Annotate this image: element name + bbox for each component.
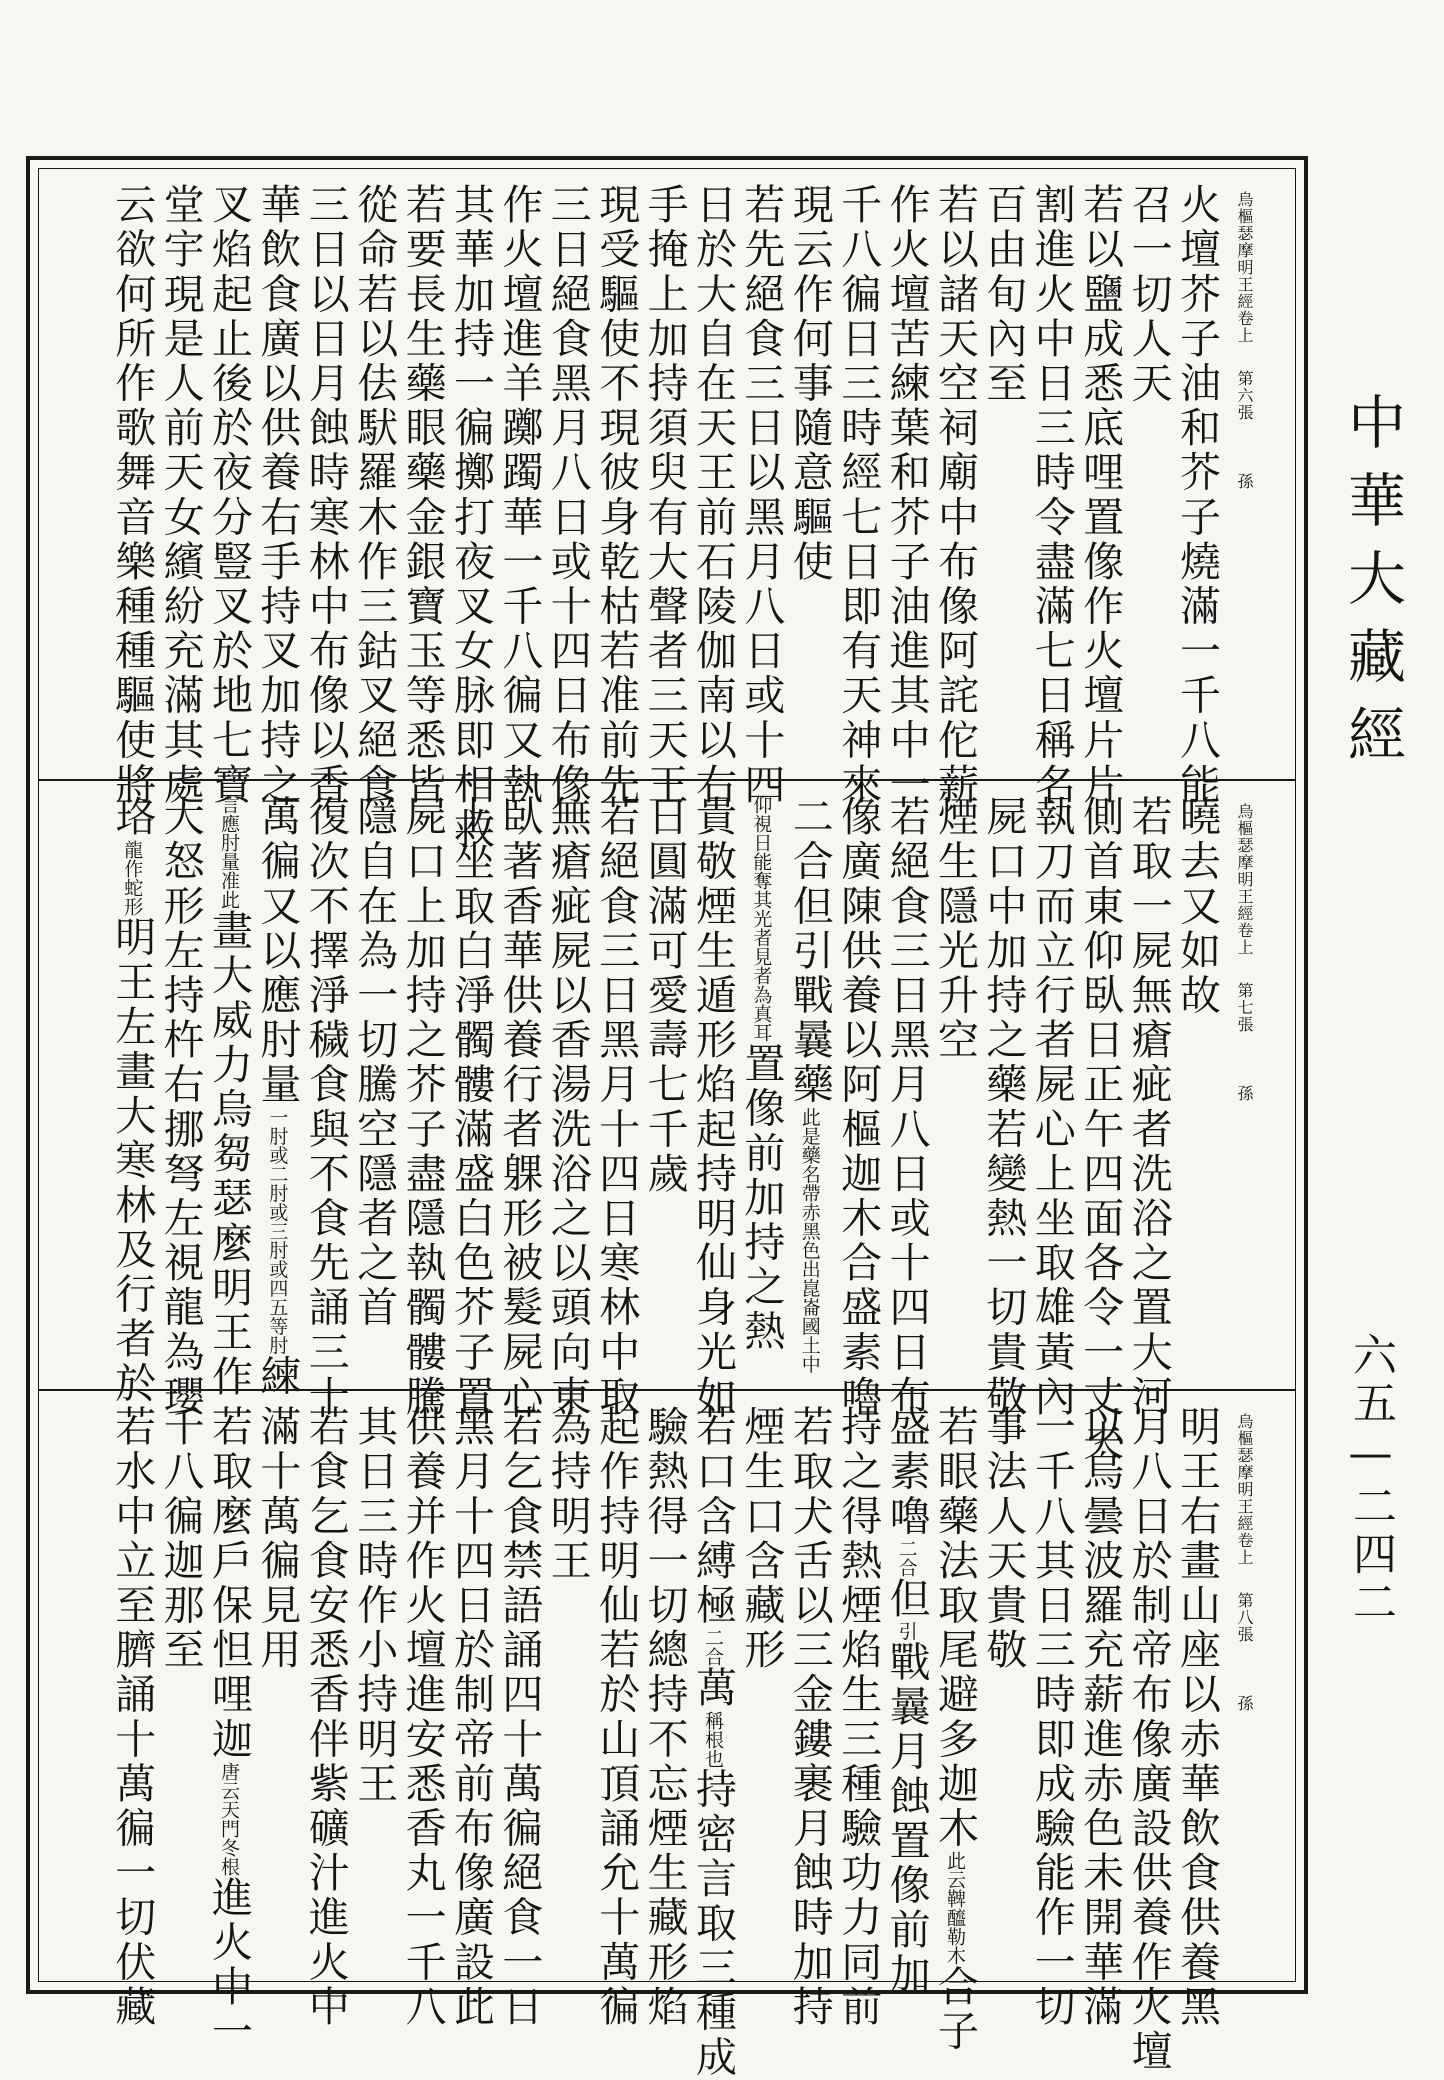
panel-3: [39, 1389, 1295, 2080]
text-column: 三日以日月蝕時寒林中布像以香: [301, 183, 350, 808]
text-column: 煙生隱光升空: [931, 795, 979, 1063]
header-page: 第六張: [1235, 370, 1254, 421]
annotation: 龍作蛇形: [121, 839, 144, 916]
text-column: 持之得熱煙焰生三種驗功力同前: [834, 1405, 883, 2030]
text-column: 若以鹽成悉底哩置像作火壇片片: [1076, 183, 1125, 808]
text-column: 復次不擇淨穢食與不食先誦三十: [301, 795, 350, 1420]
text-column: 若取一屍無瘡疵者洗浴之置大河: [1124, 795, 1173, 1420]
text-column: 召一切人天: [1124, 183, 1173, 406]
text-column: 黑月十四日於制帝前布像廣設此: [447, 1405, 495, 2030]
text-column: 若食乞食安悉香伴紫礦汁進火中: [301, 1405, 350, 2030]
text-column: 為持明王: [543, 1405, 592, 1584]
panel-header: [1229, 1413, 1259, 1712]
annotation: 唐云天門冬根: [218, 1761, 240, 1876]
text-column: 若口含縛極二合萬稱根也持密言取三種成: [689, 1405, 737, 2080]
text-column: 若以諸天空祠廟中布像阿詫佗薪: [931, 183, 979, 808]
text-column: 火壇芥子油和芥子燒滿一千八能: [1173, 183, 1221, 808]
text-column: 曉去又如故: [1173, 795, 1221, 1018]
text-column: 臥著香華供養行者躶形被髮屍心: [495, 795, 544, 1420]
text-column: 百由旬內至: [979, 183, 1028, 406]
text-column: 像廣陳供養以阿樞迦木合盛素嚕: [834, 795, 883, 1420]
header-mark: 孫: [1235, 473, 1254, 490]
text-column: 供養并作火壇進安悉香丸一千八: [398, 1405, 447, 2030]
panel-2: [39, 779, 1295, 1464]
text-column: 若絕食三日黑月十四日寒林中取: [592, 795, 641, 1420]
page-frame: [26, 156, 1308, 2080]
text-column: 側首東仰臥日正午四面各令一丈夫: [1076, 795, 1125, 1464]
text-column: 盛素嚕二合但引戰曩月蝕置像前加: [882, 1405, 931, 1998]
text-column: 起作持明仙若於山頂誦允十萬徧: [592, 1405, 641, 2030]
text-column: 言應肘量准此畫大威力烏芻瑟麼明王作: [205, 795, 253, 1400]
text-column: 貴敬煙生遁形焰起持明仙身光如: [689, 795, 737, 1420]
text-column: 若要長生藥眼藥金銀寶玉等悉皆: [398, 183, 447, 808]
annotation: 言應肘量准此: [218, 795, 240, 909]
text-column: 日圓滿可愛壽七千歲: [640, 795, 689, 1197]
panel-header: [1229, 803, 1259, 1102]
annotation: 二合: [895, 1538, 918, 1577]
text-column: 若取犬舌以三金鏤裹月蝕時加持: [785, 1405, 834, 2030]
text-column: 以烏曇波羅充薪進赤色未開華滿: [1076, 1405, 1125, 2030]
text-column: 無瘡疵屍以香湯洗浴之以頭向東: [543, 795, 592, 1420]
annotation: 二合: [702, 1628, 724, 1666]
text-column: 千八徧日三時經七日即有天神來: [834, 183, 883, 808]
text-column: 上坐取白淨髑髏滿盛白色芥子置: [447, 795, 495, 1420]
header-page: 第七張: [1235, 982, 1254, 1033]
header-title: 烏樞瑟摩明王經卷上: [1235, 803, 1254, 956]
text-column: 若先絕食三日以黑月八日或十四: [737, 183, 786, 808]
text-column: 二合但引戰曩藥此是藥名帶赤黑色出崑崙國土中: [785, 795, 834, 1374]
header-title: 烏樞瑟摩明王經卷上: [1235, 1413, 1254, 1566]
text-column: 一千八其日三時即成驗能作一切: [1027, 1405, 1076, 2030]
annotation: 仰視日能奪其光者見者為真耳: [750, 795, 773, 1042]
text-column: 華飲食廣以供養右手持叉加持之: [253, 183, 302, 808]
text-column: 萬徧又以應肘量一肘或二肘或三肘或四五等肘練: [253, 795, 302, 1399]
text-column: 煙生口含藏形: [737, 1405, 786, 1673]
text-column: 千八徧迦那至: [156, 1405, 205, 1673]
text-column: 日於大自在天王前石陵伽南以右: [689, 183, 737, 808]
text-column: 執刀而立行者屍心上坐取雄黃內: [1027, 795, 1076, 1420]
annotation: 此云鞞醯勒木: [944, 1851, 966, 1965]
text-column: 大怒形左持杵右挪弩左視龍為瓔: [156, 795, 205, 1420]
annotation: 稱根也: [702, 1710, 724, 1768]
frame-inner: [38, 168, 1296, 2080]
annotation: 一肘或二肘或三肘或四五等肘: [266, 1107, 289, 1355]
text-column: 若水中立至臍誦十萬徧一切伏藏: [108, 1405, 157, 2030]
text-column: 割進火中日三時令盡滿七日稱名: [1027, 183, 1076, 808]
text-column: 月八日於制帝布像廣設供養作火壇: [1124, 1405, 1173, 2074]
text-column: 現云作何事隨意驅使: [785, 183, 834, 585]
annotation: 此是藥名帶赤黑色出崑崙國土中: [798, 1107, 821, 1374]
text-column: 明王右畫山座以赤華飲食供養黑: [1173, 1405, 1221, 2030]
header-page: 第八張: [1235, 1592, 1254, 1643]
text-column: 手掩上加持須臾有大聲者三天王: [640, 183, 689, 808]
text-column: 事法人天貴敬: [979, 1405, 1028, 1673]
text-column: 驗熱得一切總持不忘煙生藏形焰: [640, 1405, 689, 2030]
text-column: 其日三時作小持明王: [350, 1405, 399, 1807]
page-number: 六五—二四二: [1345, 1332, 1396, 1627]
collection-title: 中華大藏經: [1338, 392, 1406, 782]
text-column: 其華加持一徧擲打夜叉女脉即相救: [447, 183, 495, 852]
annotation: 引: [895, 1621, 918, 1641]
text-column: 作火壇苦練葉和芥子油進其中一: [882, 183, 931, 808]
text-column: 若乞食禁語誦四十萬徧絕食一日: [495, 1405, 544, 2030]
text-column: 仰視日能奪其光者見者為真耳置像前加持之熱: [737, 795, 786, 1355]
text-column: 叉焰起止後於夜分豎叉於地七寶: [205, 183, 253, 808]
text-column: 屍口中加持之藥若變熱一切貴敬: [979, 795, 1028, 1420]
text-column: 若取麼戶保怛哩迦唐云天門冬根進火中一: [205, 1405, 253, 2055]
text-column: 現受驅使不現彼身乾枯若准前先: [592, 183, 641, 808]
text-column: 屍口上加持之芥子盡隱執髑髏騰: [398, 795, 447, 1420]
text-column: 若絕食三日黑月八日或十四日布: [882, 795, 931, 1420]
header-title: 烏樞瑟摩明王經卷上: [1235, 191, 1254, 344]
text-column: 三日絕食黑月八日或十四日布像: [543, 183, 592, 808]
header-mark: 孫: [1235, 1085, 1254, 1102]
text-column: 作火壇進羊躑躅華一千八徧又執: [495, 183, 544, 808]
text-column: 堂宇現是人前天女繽紛充滿其處: [156, 183, 205, 808]
text-column: 隱自在為一切騰空隱者之首: [350, 795, 399, 1331]
text-column: 滿十萬徧見用: [253, 1405, 302, 1673]
text-column: 珞龍作蛇形明王左畫大寒林及行者於: [108, 795, 157, 1407]
text-column: 云欲何所作歌舞音樂種種驅使將: [108, 183, 157, 808]
panel-header: [1229, 191, 1259, 490]
text-column: 從命若以佉䭾羅木作三鈷叉絕食: [350, 183, 399, 808]
header-mark: 孫: [1235, 1695, 1254, 1712]
text-column: 若眼藥法取尾避多迦木此云鞞醯勒木合子: [931, 1405, 979, 2055]
